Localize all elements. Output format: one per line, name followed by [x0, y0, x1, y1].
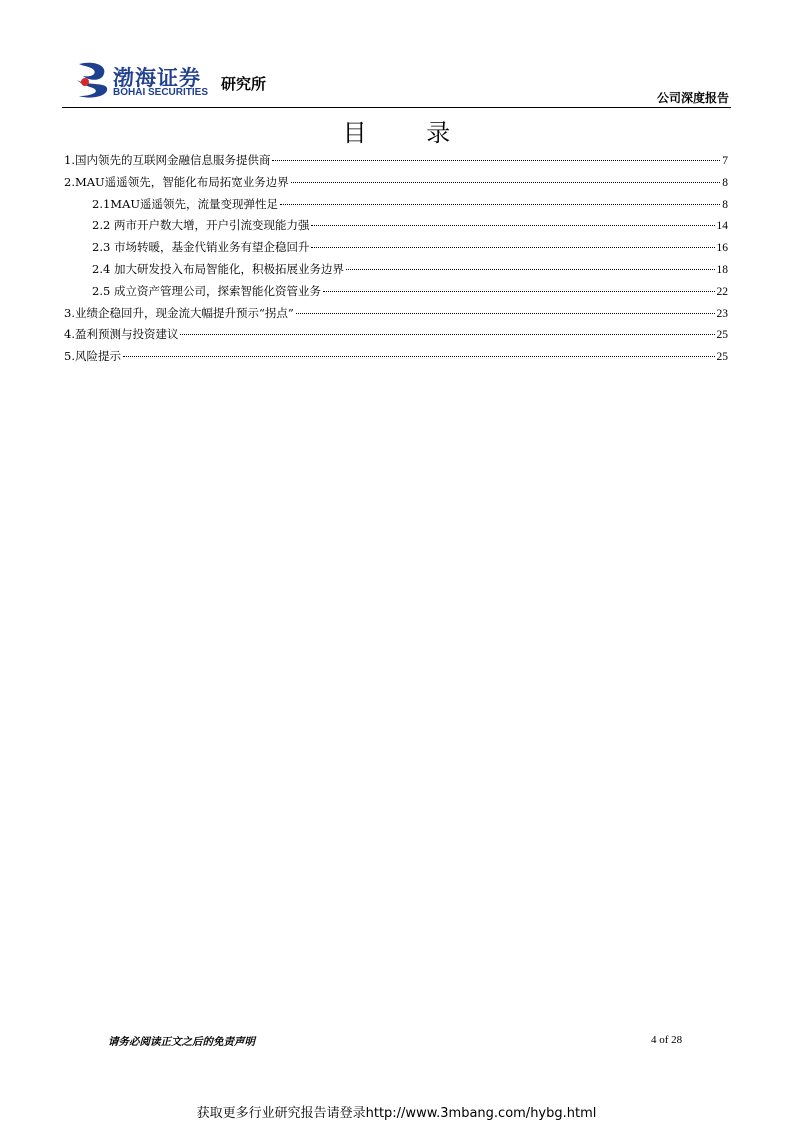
download-banner[interactable]: 获取更多行业研究报告请登录http://www.3mbang.com/hybg.html [196, 1106, 597, 1121]
toc-entry-page: 14 [716, 220, 728, 233]
toc-leader-dots [180, 334, 714, 335]
toc-entry-page: 25 [716, 329, 728, 342]
toc-leader-dots [291, 182, 721, 183]
toc-entry[interactable] [64, 261, 728, 283]
toc-leader-dots [280, 204, 720, 205]
toc-entry-label: 2.MAU遥遥领先，智能化布局拓宽业务边界 [64, 174, 289, 189]
toc-leader-dots [123, 356, 715, 357]
toc-entry[interactable] [64, 283, 728, 305]
toc-entry-page: 18 [716, 263, 728, 276]
table-of-contents [64, 152, 728, 370]
toc-entry-page: 22 [716, 285, 728, 298]
toc-entry-label: 2.3 市场转暖，基金代销业务有望企稳回升 [92, 240, 310, 255]
toc-entry-label: 4.盈利预测与投资建议 [64, 327, 179, 342]
bohai-logo-icon [73, 60, 111, 100]
toc-entry-label: 2.4 加大研发投入布局智能化，积极拓展业务边界 [92, 261, 344, 276]
toc-leader-dots [346, 269, 715, 270]
toc-leader-dots [323, 291, 715, 292]
toc-leader-dots [296, 313, 715, 314]
report-type: 公司深度报告 [656, 91, 729, 105]
toc-entry[interactable] [64, 348, 728, 370]
toc-entry-label: 3.业绩企稳回升，现金流大幅提升预示“拐点” [64, 305, 294, 320]
toc-entry-page: 25 [716, 351, 728, 364]
page-number: 4 of 28 [651, 1034, 683, 1046]
logo-english-name: BOHAI SECURITIES [113, 87, 209, 98]
toc-entry[interactable] [64, 196, 728, 218]
header-divider [62, 107, 731, 108]
logo-chinese-name: 渤海证券 [113, 66, 201, 90]
toc-title: 目 录 [342, 119, 477, 147]
bohai-logo [73, 60, 283, 102]
toc-entry[interactable] [64, 326, 728, 348]
toc-entry-page: 7 [722, 155, 728, 167]
toc-entry-label: 2.2 两市开户数大增，开户引流变现能力强 [92, 218, 310, 233]
toc-entry-label: 2.1MAU遥遥领先，流量变现弹性足 [92, 196, 279, 211]
disclaimer-notice: 请务必阅读正文之后的免责声明 [108, 1036, 255, 1048]
toc-entry-page: 8 [722, 198, 728, 211]
toc-entry-page: 23 [716, 307, 728, 320]
toc-leader-dots [311, 225, 714, 226]
toc-entry-label: 1.国内领先的互联网金融信息服务提供商 [64, 153, 271, 167]
toc-entry-page: 8 [722, 176, 728, 189]
toc-entry[interactable] [64, 305, 728, 327]
toc-entry-label: 2.5 成立资产管理公司，探索智能化资管业务 [92, 283, 321, 298]
toc-entry-label: 5.风险提示 [64, 349, 121, 364]
toc-entry[interactable] [64, 174, 728, 196]
toc-entry-page: 16 [716, 242, 728, 255]
toc-entry[interactable] [64, 239, 728, 261]
institute-label: 研究所 [221, 75, 267, 93]
toc-leader-dots [272, 160, 720, 161]
toc-entry[interactable] [64, 217, 728, 239]
toc-leader-dots [311, 247, 714, 248]
toc-entry[interactable] [64, 152, 728, 174]
